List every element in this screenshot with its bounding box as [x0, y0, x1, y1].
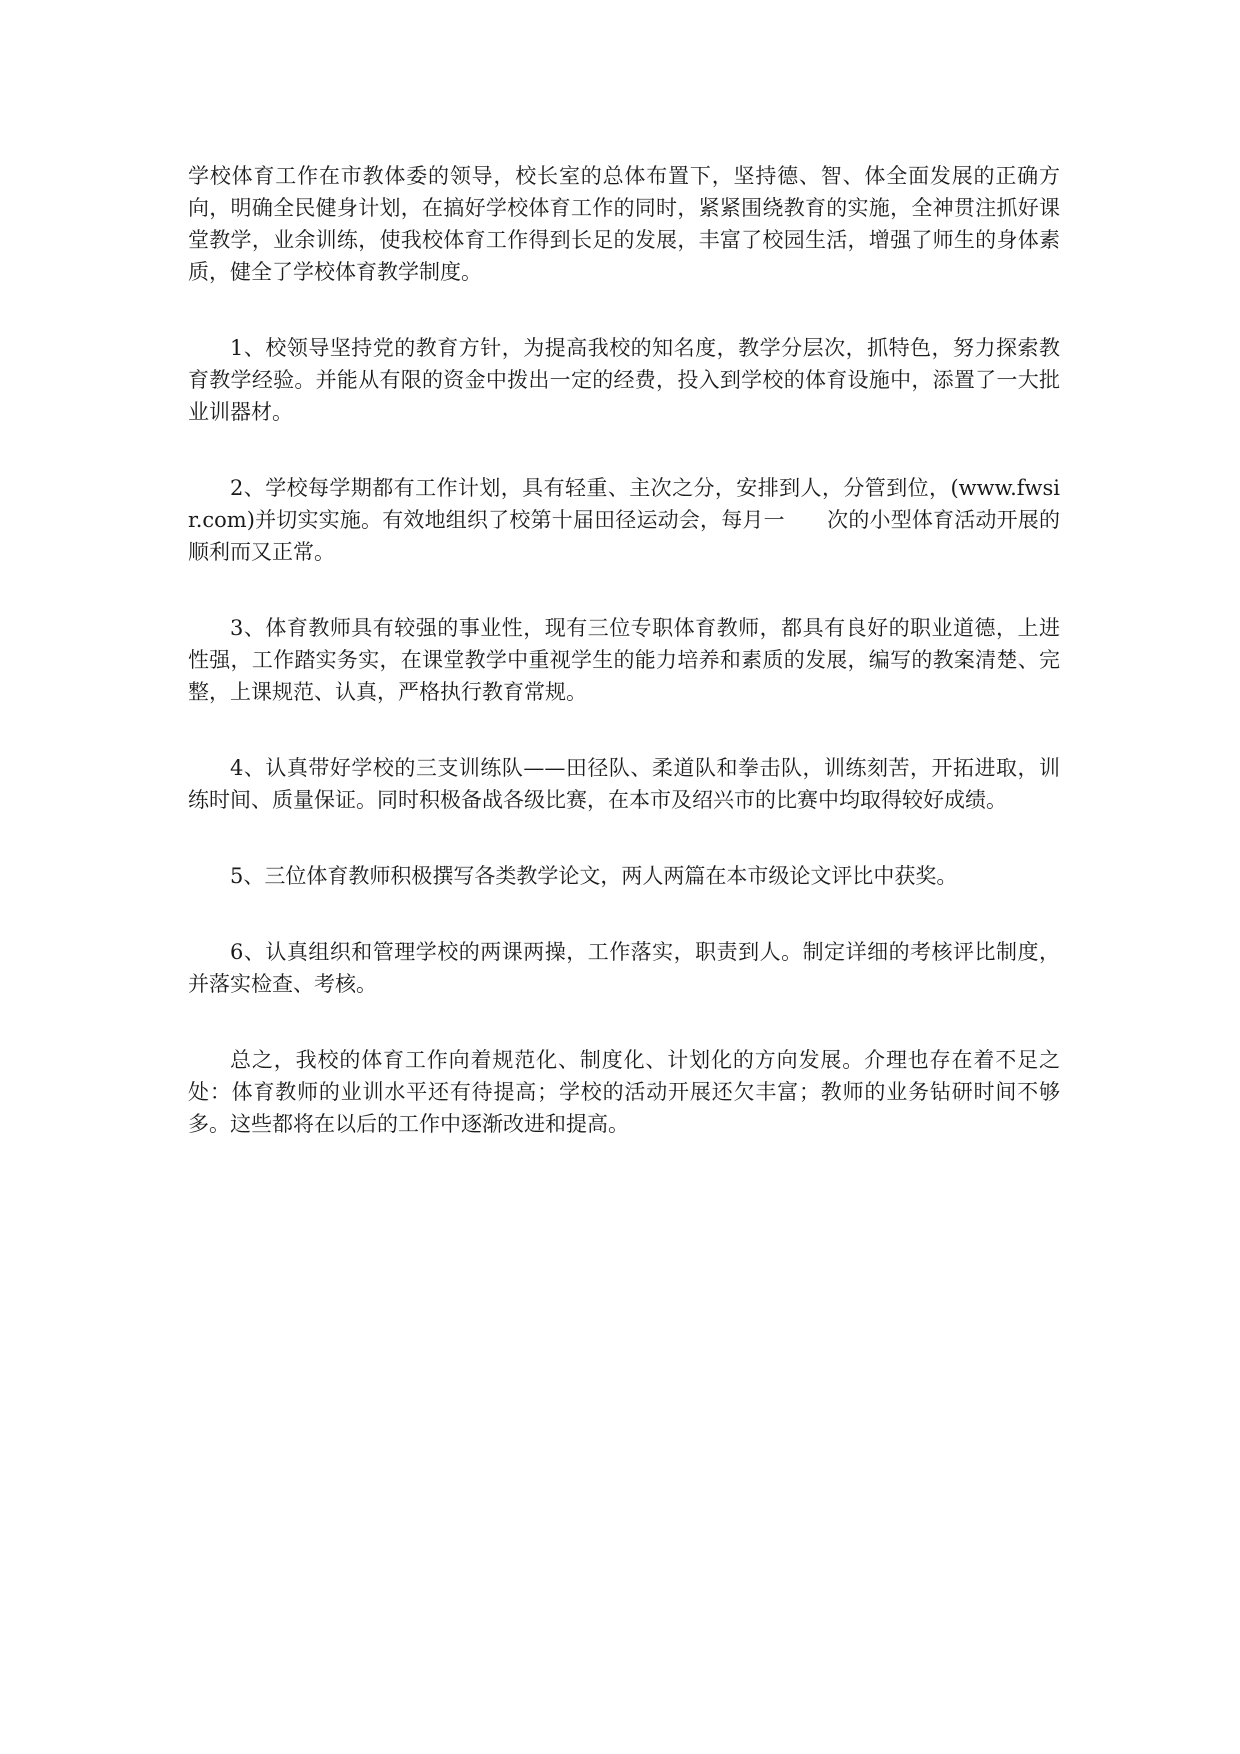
document-body [188, 160, 1060, 1184]
paragraph-intro: 学校体育工作在市教体委的领导，校长室的总体布置下，坚持德、智、体全面发展的正确方向，明确全民健身计划，在搞好学校体育工作的同时，紧紧围绕教育的实施，全神贯注抓好课堂教学，业余训练，使我校体育工作得到长足的发展，丰富了校园生活，增强了师生的身体素质，健全了学校体育教学制度。 [188, 164, 1060, 284]
paragraph-item-5: 5、三位体育教师积极撰写各类教学论文，两人两篇在本市级论文评比中获奖。 [230, 864, 958, 888]
paragraph-item-3: 3、体育教师具有较强的事业性，现有三位专职体育教师，都具有良好的职业道德，上进性强，工作踏实务实，在课堂教学中重视学生的能力培养和素质的发展，编写的教案清楚、完整，上课规范、认真，严格执行教育常规。 [188, 616, 1060, 704]
paragraph-item-2: 2、学校每学期都有工作计划，具有轻重、主次之分，安排到人，分管到位，(www.fwsir.com)并切实实施。有效地组织了校第十届田径运动会，每月一 次的小型体育活动开展的顺利而又正常。 [188, 476, 1060, 564]
paragraph-item-1: 1、校领导坚持党的教育方针，为提高我校的知名度，教学分层次，抓特色，努力探索教育教学经验。并能从有限的资金中拨出一定的经费，投入到学校的体育设施中，添置了一大批业训器材。 [188, 336, 1060, 424]
paragraph-item-6: 6、认真组织和管理学校的两课两操，工作落实，职责到人。制定详细的考核评比制度，并落实检查、考核。 [188, 940, 1060, 996]
paragraph-summary: 总之，我校的体育工作向着规范化、制度化、计划化的方向发展。介理也存在着不足之处：体育教师的业训水平还有待提高；学校的活动开展还欠丰富；教师的业务钻研时间不够多。这些都将在以后的工作中逐渐改进和提高。 [188, 1048, 1060, 1136]
paragraph-item-4: 4、认真带好学校的三支训练队——田径队、柔道队和拳击队，训练刻苦，开拓进取，训练时间、质量保证。同时积极备战各级比赛，在本市及绍兴市的比赛中均取得较好成绩。 [188, 756, 1060, 812]
